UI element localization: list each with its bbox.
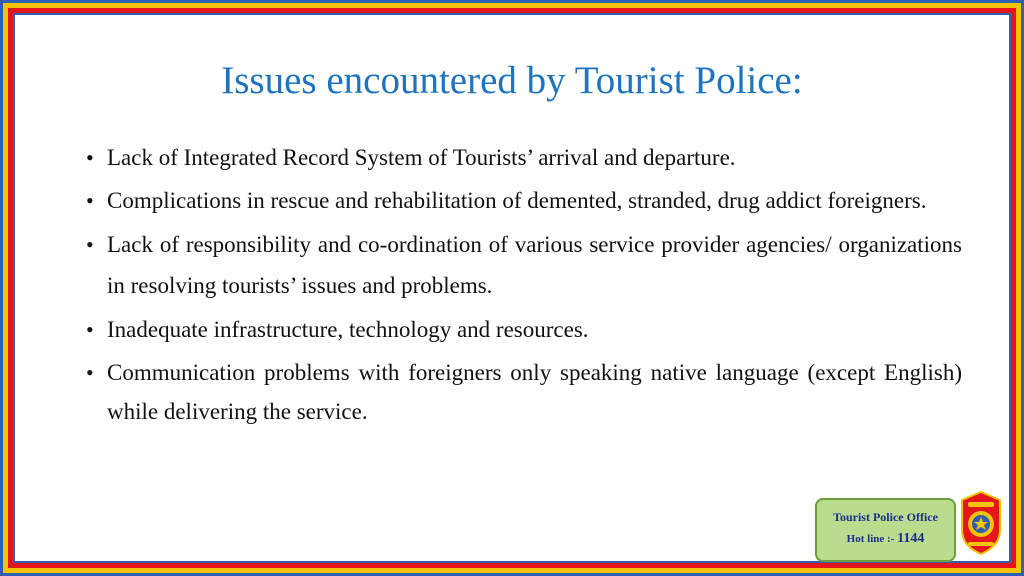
bullet-dot-icon: • xyxy=(86,145,94,170)
bullet-text: Inadequate infrastructure, technology and resources. xyxy=(107,317,589,342)
hotline-label: Hot line :- xyxy=(846,533,898,545)
hotline-badge xyxy=(815,498,956,562)
office-label: Tourist Police Office xyxy=(833,510,938,524)
list-item xyxy=(86,224,962,306)
bullet-text: Complications in rescue and rehabilitation of demented, stranded, drug addict foreigners. xyxy=(107,188,927,213)
list-item xyxy=(86,181,962,220)
slide-title: Issues encountered by Tourist Police: xyxy=(221,59,803,102)
hotline-number: 1144 xyxy=(897,531,925,546)
bullet-list xyxy=(86,138,962,435)
bullet-text: Communication problems with foreigners only speaking native language (except English) while delivering the service. xyxy=(107,360,962,424)
list-item xyxy=(86,138,962,177)
hotline-line xyxy=(817,531,954,547)
list-item xyxy=(86,353,962,431)
police-emblem-icon xyxy=(958,490,1004,556)
bullet-text: Lack of Integrated Record System of Tourists’ arrival and departure. xyxy=(107,145,736,170)
list-item xyxy=(86,310,962,349)
bullet-dot-icon: • xyxy=(86,232,94,257)
bullet-dot-icon: • xyxy=(86,360,94,385)
bullet-dot-icon: • xyxy=(86,317,94,342)
bullet-text: Lack of responsibility and co-ordination of various service provider agencies/ organizations in resolving tourists’ issues and problems. xyxy=(107,232,962,298)
bullet-dot-icon: • xyxy=(86,188,94,213)
